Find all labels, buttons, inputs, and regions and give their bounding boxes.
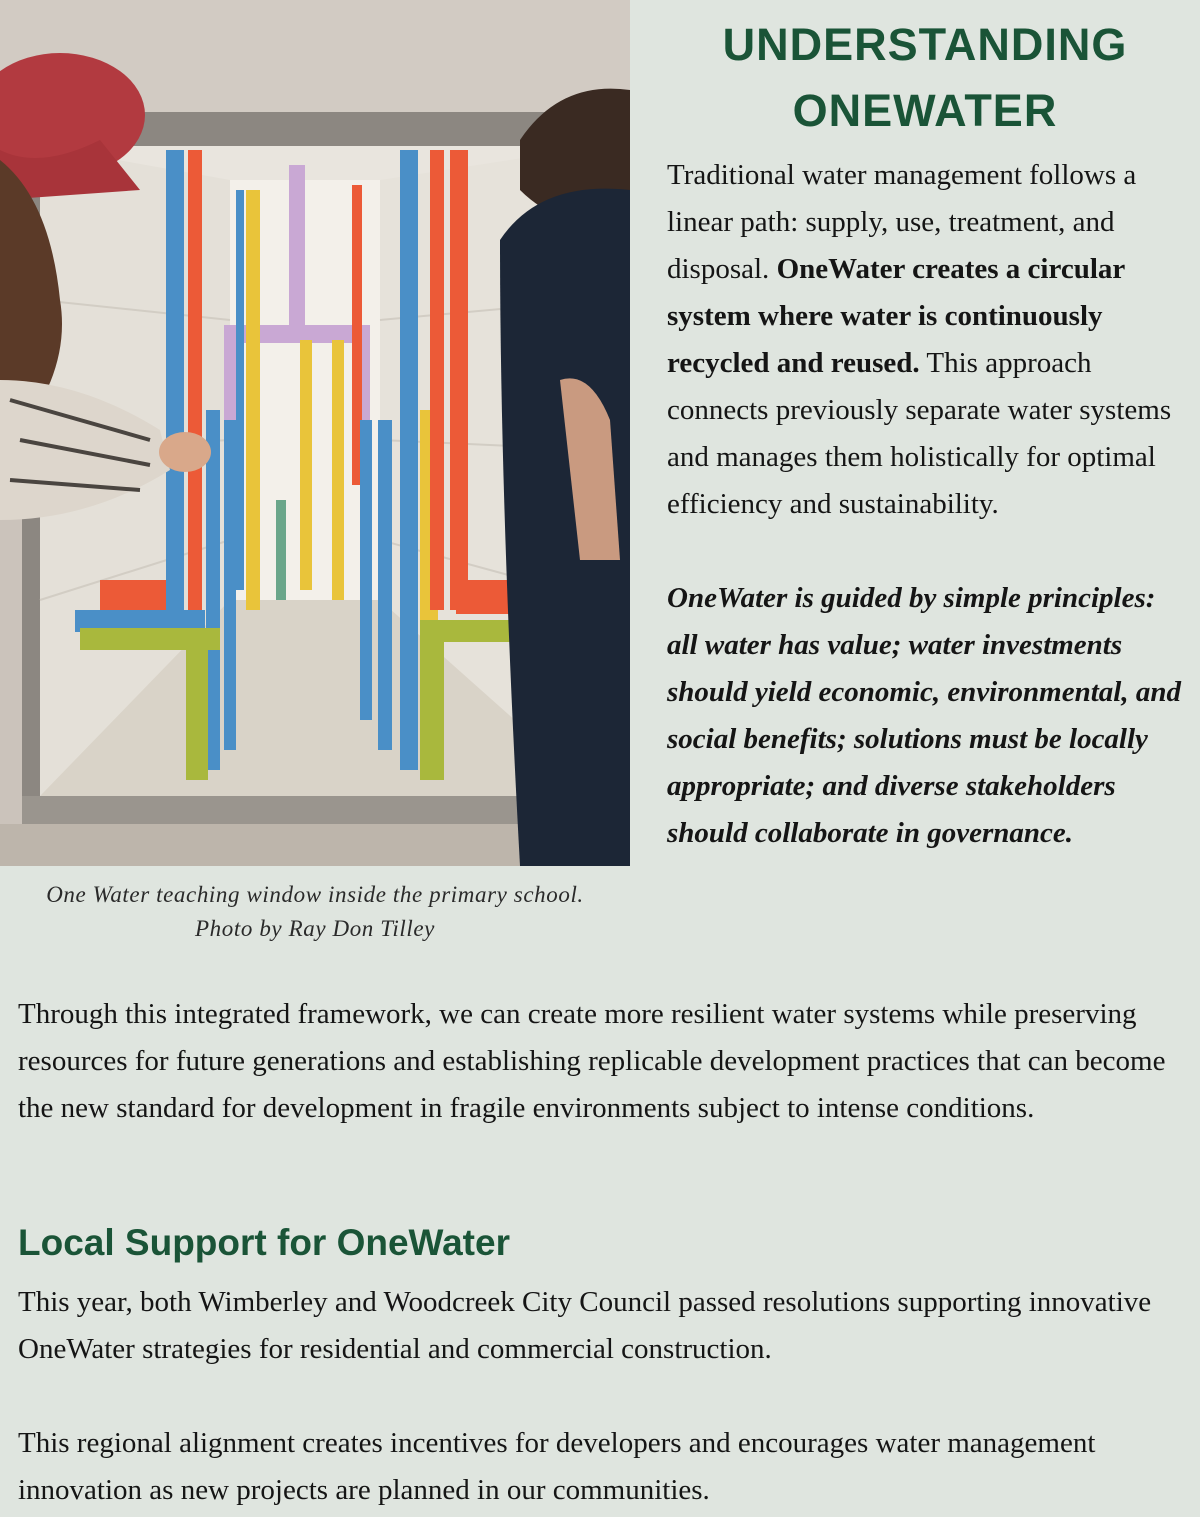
local-support-title: Local Support for OneWater bbox=[18, 1222, 510, 1263]
photo-caption-line1: One Water teaching window inside the primary school. bbox=[46, 882, 584, 907]
page-title bbox=[650, 12, 1200, 144]
framework-paragraph: Through this integrated framework, we can create more resilient water systems while preserving resources for future generations and establishing replicable development practices that can become the new standard for development in fragile environments subject to intense conditions. bbox=[18, 998, 1166, 1124]
intro-column bbox=[667, 152, 1182, 857]
intro-text-bold: OneWater creates a circular system where water is continuously recycled and reused. bbox=[667, 253, 1125, 379]
framework-section bbox=[18, 991, 1198, 1132]
local-support-paragraph-2: This regional alignment creates incentives for developers and encourages water management innovation as new projects are planned in our communities. bbox=[18, 1427, 1096, 1506]
intro-paragraph bbox=[667, 152, 1182, 528]
page-title-line1: UNDERSTANDING bbox=[722, 19, 1128, 70]
photo-caption-line2: Photo by Ray Don Tilley bbox=[195, 916, 435, 941]
photo-caption bbox=[0, 878, 630, 946]
local-support-paragraph-1: This year, both Wimberley and Woodcreek City Council passed resolutions supporting innovative OneWater strategies for residential and commercial construction. bbox=[18, 1286, 1152, 1365]
local-support-section bbox=[18, 1279, 1198, 1514]
intro-text-part1: Traditional water management follows a linear path: supply, use, treatment, and disposal. bbox=[667, 159, 1137, 285]
page-title-line2: ONEWATER bbox=[792, 85, 1058, 136]
teaching-window-photo bbox=[0, 0, 630, 866]
principles-paragraph: OneWater is guided by simple principles: all water has value; water investments should yield economic, environmental, and social benefits; solutions must be locally appropriate; and diverse stakeholders should collaborate in governance. bbox=[667, 582, 1181, 849]
intro-text-part2: This approach connects previously separate water systems and manages them holistically for optimal efficiency and sustainability. bbox=[667, 347, 1172, 520]
